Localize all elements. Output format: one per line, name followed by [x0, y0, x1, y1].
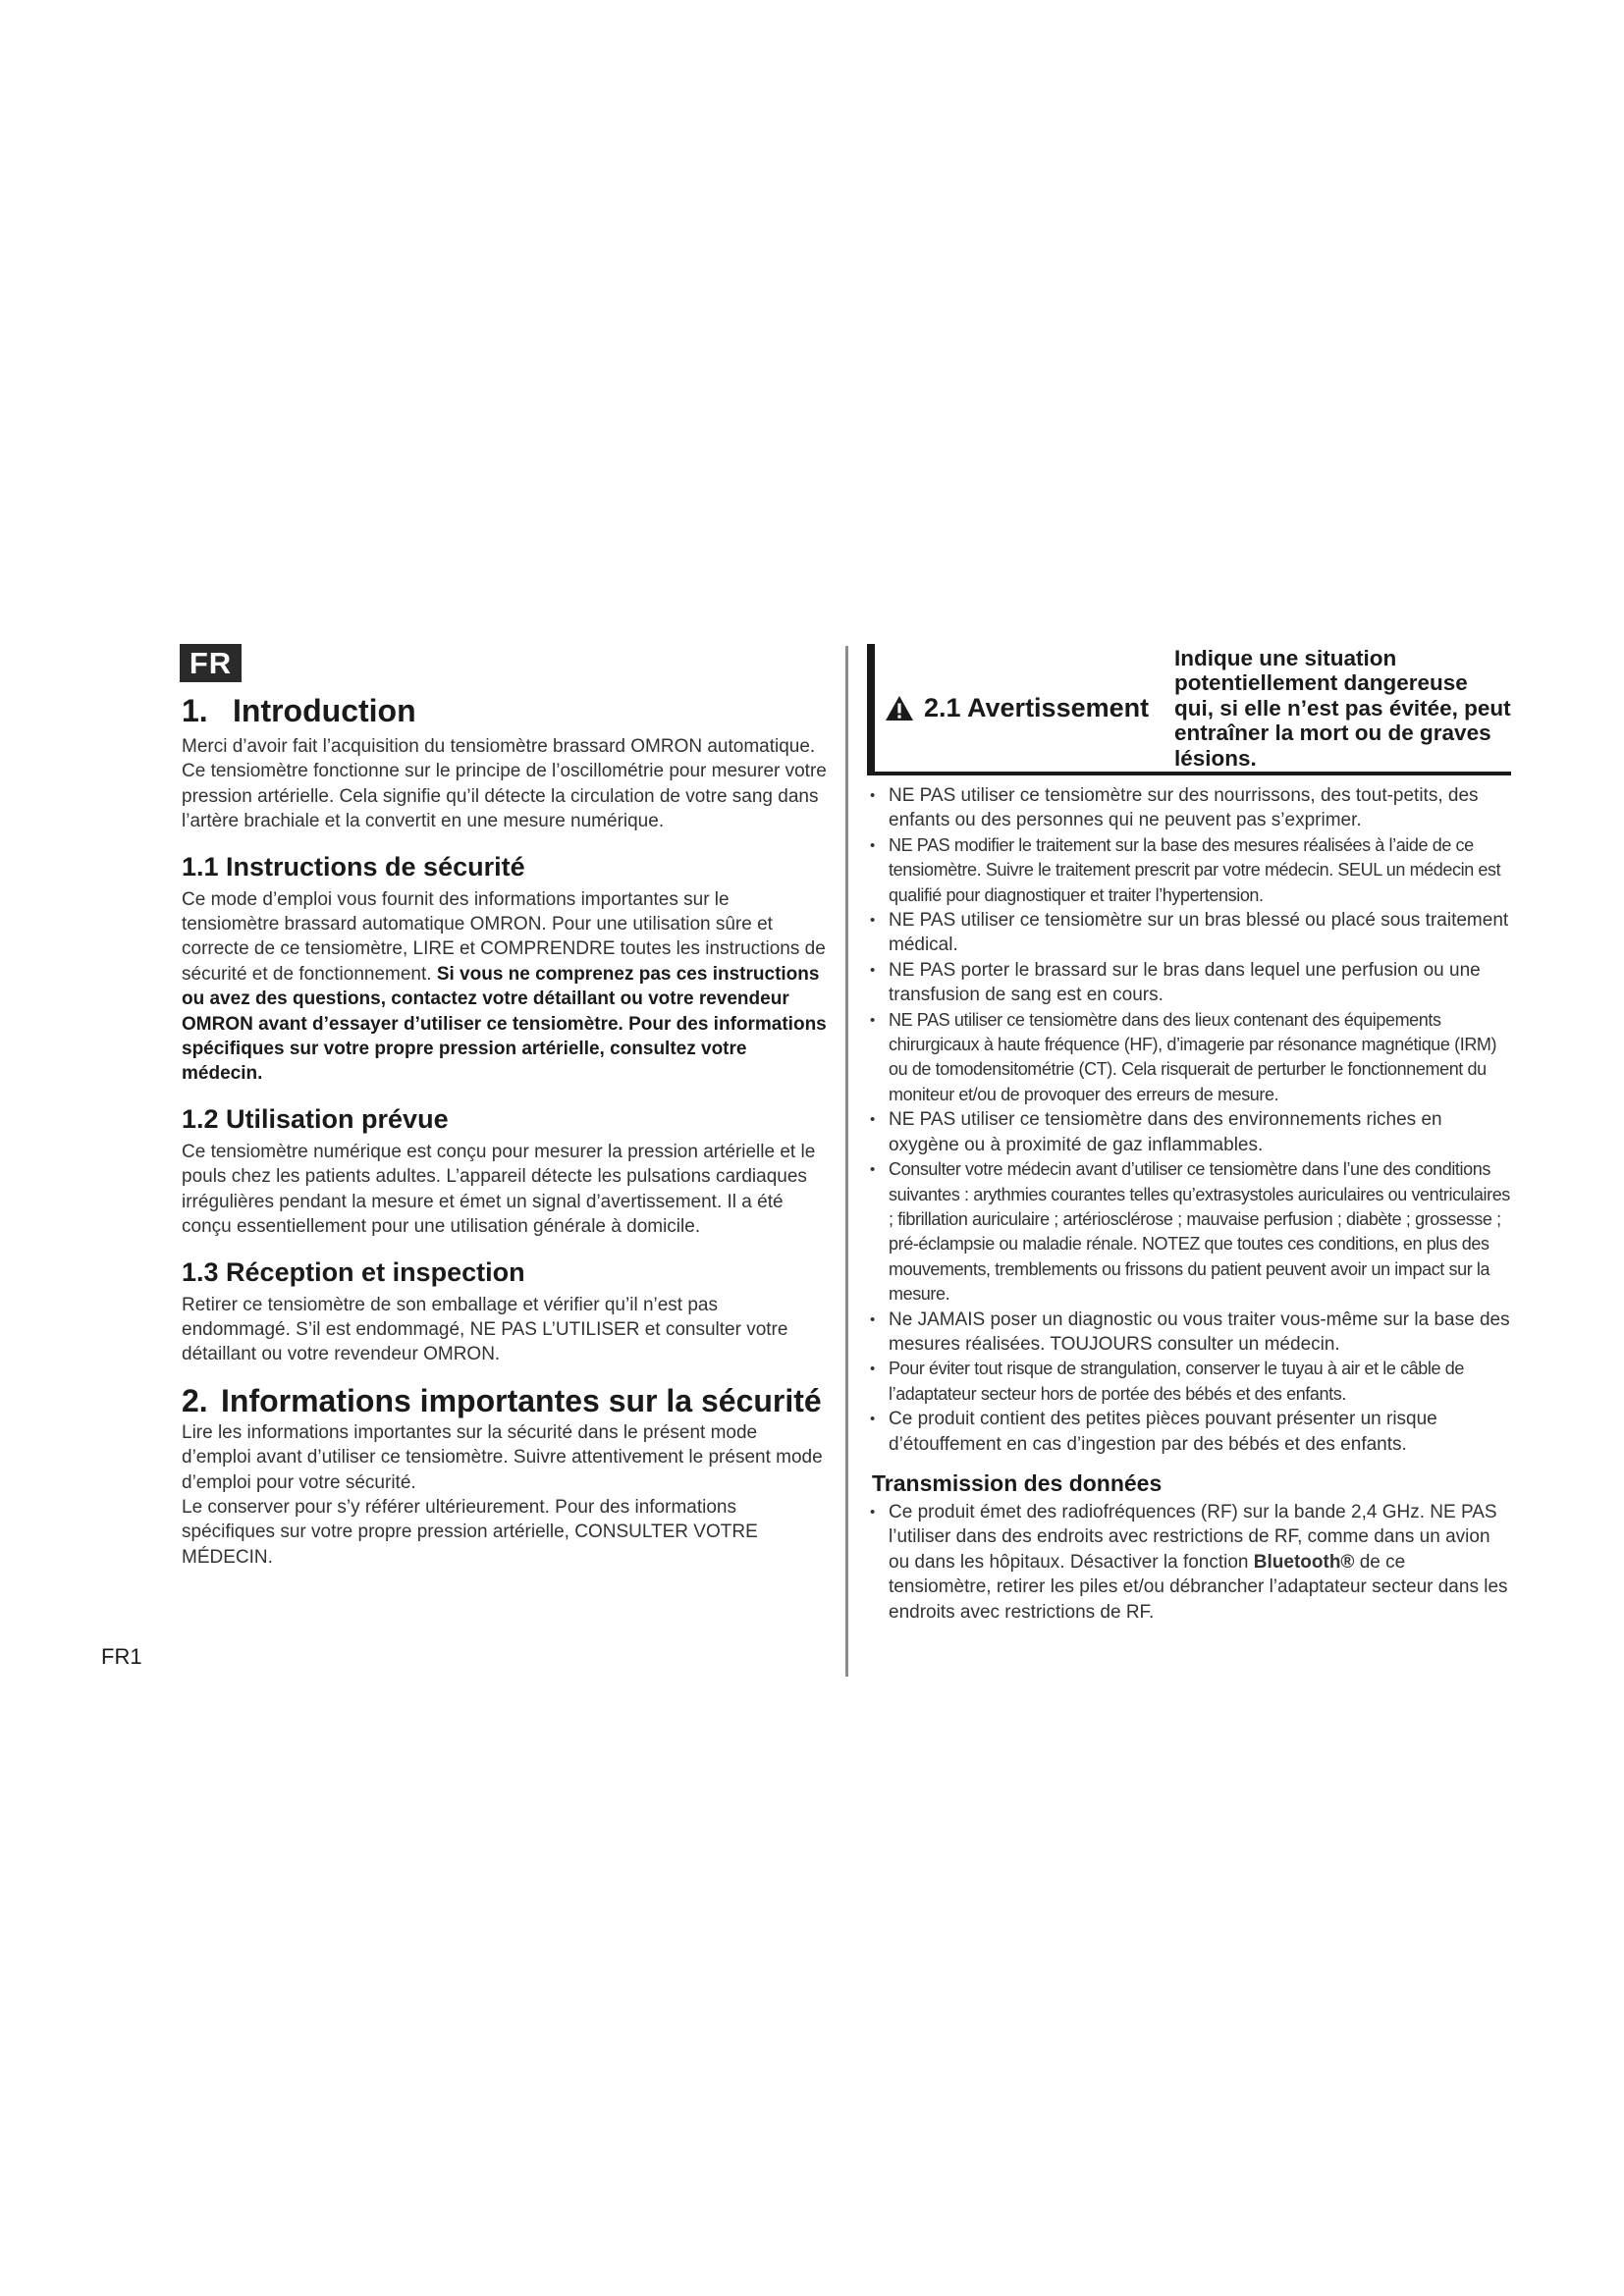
- warning-item: • Pour éviter tout risque de strangulation, conserver le tuyau à air et le câble de l’adaptateur secteur hors de portée des bébés et des enfants.: [867, 1357, 1511, 1407]
- warning-item: • Ce produit contient des petites pièces pouvant présenter un risque d’étouffement en cas d’ingestion par des bébés et des enfants.: [867, 1407, 1511, 1457]
- transmission-list: [867, 1500, 1511, 1625]
- section-1-1-heading: 1.1 Instructions de sécurité: [182, 851, 525, 881]
- section-1-number: 1.: [182, 693, 208, 728]
- safety-instructions-text: Ce mode d’emploi vous fournit des informations importantes sur le tensiomètre brassard automatique OMRON. Pour une utilisation sûre et correcte de ce tensiomètre, LIRE et COMPRENDRE toutes les instructions de sécurité et de fonctionnement.: [182, 888, 826, 985]
- column-divider: [845, 646, 848, 1677]
- section-2-heading: [182, 1381, 830, 1420]
- bluetooth-label: Bluetooth®: [1253, 1551, 1355, 1573]
- warning-bottom-rule: [867, 772, 1511, 775]
- section-2-title: Informations importantes sur la sécurité: [221, 1382, 822, 1418]
- section-2-paragraph-2: Le conserver pour s’y référer ultérieurement. Pour des informations spécifiques sur votre propre pression artérielle, CONSULTER VOTRE MÉDECIN.: [182, 1496, 758, 1568]
- warning-list: [867, 783, 1511, 1457]
- warning-left-bar: [867, 644, 875, 774]
- warning-description: Indique une situation potentiellement dangereuse qui, si elle n’est pas évitée, peut entraîner la mort ou de graves lésions.: [1174, 646, 1511, 771]
- transmission-item: [867, 1500, 1511, 1625]
- right-column: [867, 642, 1511, 1625]
- safety-instructions-bold-text: Si vous ne comprenez pas ces instructions ou avez des questions, contactez votre détaillant ou votre revendeur OMRON avant d’essayer d’utiliser ce tensiomètre. Pour des informations spécifiques sur votre propre pression artérielle, consultez votre médecin.: [182, 963, 827, 1085]
- safety-instructions-paragraph: [182, 887, 830, 1087]
- warning-header: [867, 642, 1511, 777]
- section-1-title: Introduction: [233, 693, 416, 728]
- section-2-number: 2.: [182, 1382, 208, 1418]
- intended-use-paragraph: Ce tensiomètre numérique est conçu pour mesurer la pression artérielle et le pouls chez les patients adultes. L’appareil détecte les pulsations cardiaques irrégulières pendant la mesure et émet un signal d’avertissement. Il a été conçu essentiellement pour une utilisation générale à domicile.: [182, 1141, 816, 1238]
- data-transmission-heading: Transmission des données: [872, 1469, 1163, 1496]
- warning-item: • NE PAS modifier le traitement sur la base des mesures réalisées à l’aide de ce tensiomètre. Suivre le traitement prescrit par votre médecin. SEUL un médecin est qualifié pour diagnostiquer et traiter l’hypertension.: [867, 833, 1511, 908]
- section-1-heading: [182, 687, 830, 734]
- language-badge: FR: [180, 644, 242, 682]
- warning-item: • Ne JAMAIS poser un diagnostic ou vous traiter vous-même sur la base des mesures réalisées. TOUJOURS consulter un médecin.: [867, 1308, 1511, 1358]
- warning-item: • NE PAS utiliser ce tensiomètre dans des environnements riches en oxygène ou à proximité de gaz inflammables.: [867, 1107, 1511, 1157]
- section-1-2-heading: 1.2 Utilisation prévue: [182, 1103, 449, 1134]
- warning-title: [885, 693, 1149, 723]
- warning-item: • NE PAS utiliser ce tensiomètre dans des lieux contenant des équipements chirurgicaux à haute fréquence (HF), d’imagerie par résonance magnétique (IRM) ou de tomodensitométrie (CT). Cela risquerait de perturber le fonctionnement du moniteur et/ou de provoquer des erreurs de mesure.: [867, 1008, 1511, 1108]
- reception-paragraph: Retirer ce tensiomètre de son emballage et vérifier qu’il n’est pas endommagé. S’il est endommagé, NE PAS L’UTILISER et consulter votre détaillant ou votre revendeur OMRON.: [182, 1294, 788, 1365]
- section-1-3-heading: 1.3 Réception et inspection: [182, 1256, 525, 1287]
- page-number: FR1: [101, 1644, 142, 1669]
- warning-item: • Consulter votre médecin avant d’utiliser ce tensiomètre dans l’une des conditions suivantes : arythmies courantes telles qu’extrasystoles auriculaires ou ventriculaires ; fibrillation auriculaire ; artériosclérose ; mauvaise perfusion ; diabète ; grossesse ; pré-éclampsie ou maladie rénale. NOTEZ que toutes ces conditions, en plus des mouvements, tremblements ou frissons du patient peuvent avoir un impact sur la mesure.: [867, 1157, 1511, 1307]
- intro-paragraph: Merci d’avoir fait l’acquisition du tensiomètre brassard OMRON automatique. Ce tensiomètre fonctionne sur le principe de l’oscillométrie pour mesurer votre pression artérielle. Cela signifie qu’il détecte la circulation de votre sang dans l’artère brachiale et la convertit en une mesure numérique.: [182, 736, 827, 832]
- warning-item: • NE PAS porter le brassard sur le bras dans lequel une perfusion ou une transfusion de sang est en cours.: [867, 958, 1511, 1008]
- warning-item: • NE PAS utiliser ce tensiomètre sur un bras blessé ou placé sous traitement médical.: [867, 908, 1511, 958]
- warning-triangle-icon: [885, 695, 914, 721]
- left-column: [182, 687, 830, 1570]
- warning-title-text: 2.1 Avertissement: [924, 693, 1150, 722]
- transmission-text-after: de ce tensiomètre, retirer les piles et/ou débrancher l’adaptateur secteur dans les endroits avec restrictions de RF.: [889, 1551, 1508, 1623]
- transmission-text-before: Ce produit émet des radiofréquences (RF) sur la bande 2,4 GHz. NE PAS l’utiliser dans des endroits avec restrictions de RF, comme dans un avion ou dans les hôpitaux. Désactiver la fonction: [889, 1501, 1497, 1573]
- warning-item: • NE PAS utiliser ce tensiomètre sur des nourrissons, des tout-petits, des enfants ou des personnes qui ne peuvent pas s’exprimer.: [867, 783, 1511, 833]
- section-2-paragraph-1: Lire les informations importantes sur la sécurité dans le présent mode d’emploi avant d’utiliser ce tensiomètre. Suivre attentivement le présent mode d’emploi pour votre sécurité.: [182, 1421, 823, 1493]
